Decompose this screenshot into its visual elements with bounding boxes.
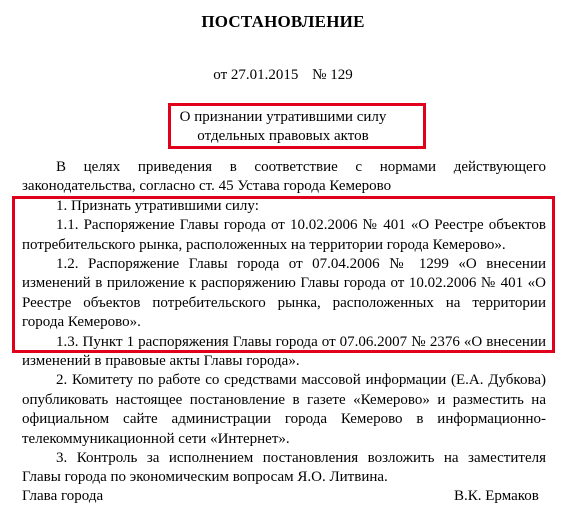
- body-line: Реестре объектов потребительского рынка, расположенных на территории: [22, 294, 546, 311]
- body-line: города Кемерово».: [22, 314, 141, 331]
- document-date: 27.01.2015: [230, 67, 299, 83]
- number-sign: №: [312, 67, 327, 83]
- document-heading: ПОСТАНОВЛЕНИЕ: [201, 12, 365, 31]
- body-line: телекоммуникационной сети «Интернет».: [22, 430, 290, 447]
- body-line: 3. Контроль за исполнением постановления возложить на заместителя: [56, 450, 546, 466]
- body-line: официальном сайте администрации города Кемерово в информационно-: [22, 411, 546, 428]
- body-line: потребительского рынка, расположенных на территории города Кемерово».: [22, 236, 506, 253]
- body-line: изменений в приложение к распоряжению Главы города от 10.02.2006 № 401 «О: [22, 275, 546, 292]
- document-number: 129: [330, 67, 353, 83]
- document-subject: [0, 108, 566, 146]
- body-line: изменений в правовые акты Главы города».: [22, 353, 300, 369]
- body-line: Главы города по экономическим вопросам Я.О. Литвина.: [22, 469, 388, 486]
- body-line: 1.3. Пункт 1 распоряжения Главы города от 07.06.2007 № 2376 «О внесении: [56, 333, 546, 350]
- body-line: 1.1. Распоряжение Главы города от 10.02.2006 № 401 «О Реестре объектов: [56, 217, 546, 234]
- subject-line-1: О признании утратившими силу: [179, 109, 387, 125]
- date-prefix: от: [213, 67, 228, 83]
- subject-line-2: отдельных правовых актов: [197, 128, 369, 144]
- body-line: 1. Признать утратившими силу:: [56, 197, 259, 214]
- date-line: [0, 67, 566, 84]
- body-line: 2. Комитету по работе со средствами массовой информации (Е.А. Дубкова): [56, 372, 546, 389]
- signature-name: В.К. Ермаков: [454, 488, 539, 504]
- signature-title: Глава города: [22, 488, 104, 504]
- body-line: 1.2. Распоряжение Главы города от 07.04.2006 № 1299 «О внесении: [56, 256, 546, 272]
- body-line: В целях приведения в соответствие с нормами действующего: [56, 159, 546, 175]
- body-line: опубликовать настоящее постановление в газете «Кемерово» и разместить на: [22, 391, 546, 408]
- body-line: законодательства, согласно ст. 45 Устава города Кемерово: [22, 178, 392, 195]
